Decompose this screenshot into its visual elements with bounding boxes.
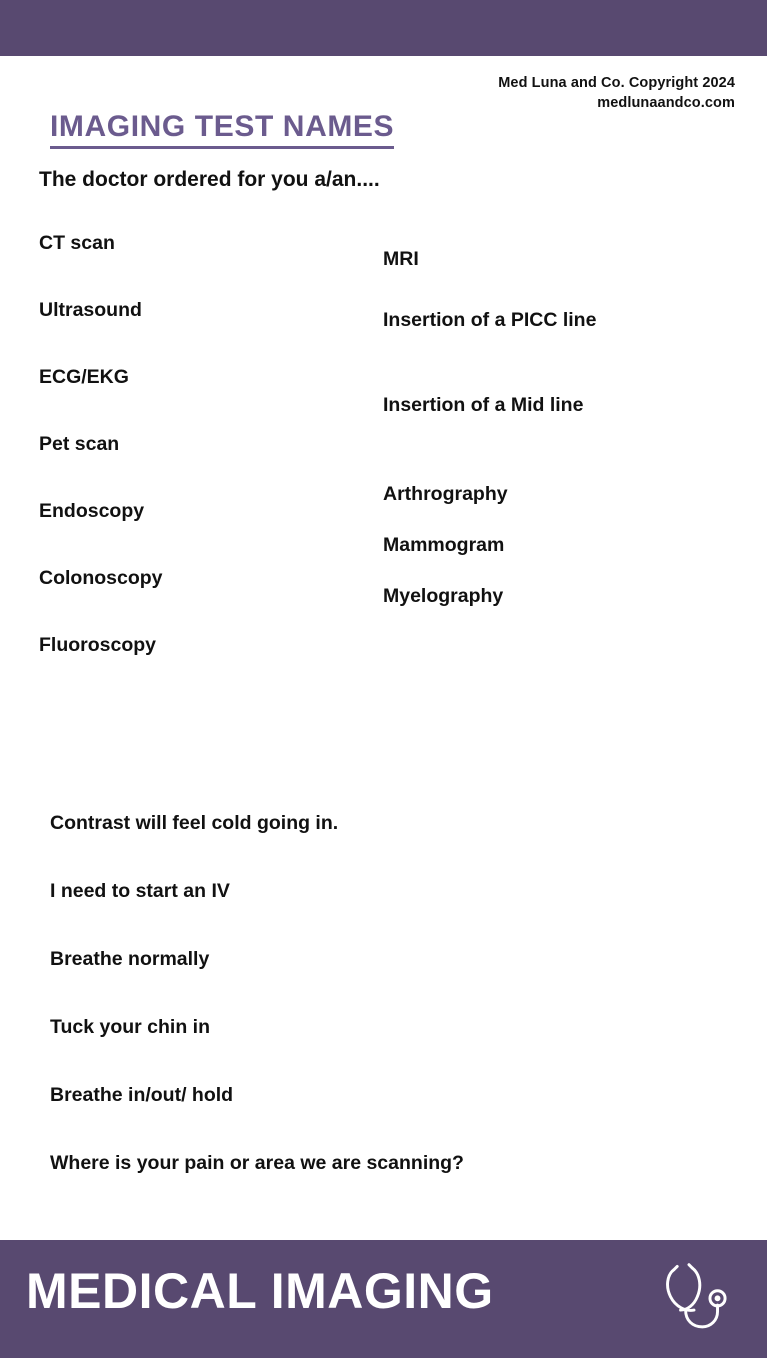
tests-column-right xyxy=(383,248,733,646)
list-item: Arthrography xyxy=(383,483,508,505)
list-item: Insertion of a Mid line xyxy=(383,394,584,416)
list-item: Insertion of a PICC line xyxy=(383,309,597,331)
list-item: Where is your pain or area we are scanning? xyxy=(50,1152,464,1174)
list-item: MRI xyxy=(383,248,419,270)
list-item: Endoscopy xyxy=(39,500,145,522)
list-item: CT scan xyxy=(39,232,115,254)
list-item: Ultrasound xyxy=(39,299,142,321)
list-item: Colonoscopy xyxy=(39,567,163,589)
copyright-block xyxy=(498,74,735,113)
list-item: Breathe in/out/ hold xyxy=(50,1084,234,1106)
list-item: Breathe normally xyxy=(50,948,210,970)
top-banner-bar xyxy=(0,0,767,56)
list-item: Myelography xyxy=(383,585,504,607)
tests-column-left xyxy=(39,232,369,701)
page-subtitle: The doctor ordered for you a/an.... xyxy=(39,168,380,191)
footer-title: MEDICAL IMAGING xyxy=(26,1263,494,1319)
list-item: Contrast will feel cold going in. xyxy=(50,812,339,834)
website-text: medlunaandco.com xyxy=(597,94,735,111)
list-item: ECG/EKG xyxy=(39,366,129,388)
list-item: I need to start an IV xyxy=(50,880,230,902)
list-item: Tuck your chin in xyxy=(50,1016,210,1038)
footer-banner-bar xyxy=(0,1240,767,1358)
stethoscope-icon xyxy=(651,1258,737,1342)
phrases-list xyxy=(50,812,730,1220)
list-item: Fluoroscopy xyxy=(39,634,157,656)
list-item: Pet scan xyxy=(39,433,120,455)
page-title: IMAGING TEST NAMES xyxy=(50,110,394,149)
list-item: Mammogram xyxy=(383,534,505,556)
copyright-text: Med Luna and Co. Copyright 2024 xyxy=(498,75,735,91)
